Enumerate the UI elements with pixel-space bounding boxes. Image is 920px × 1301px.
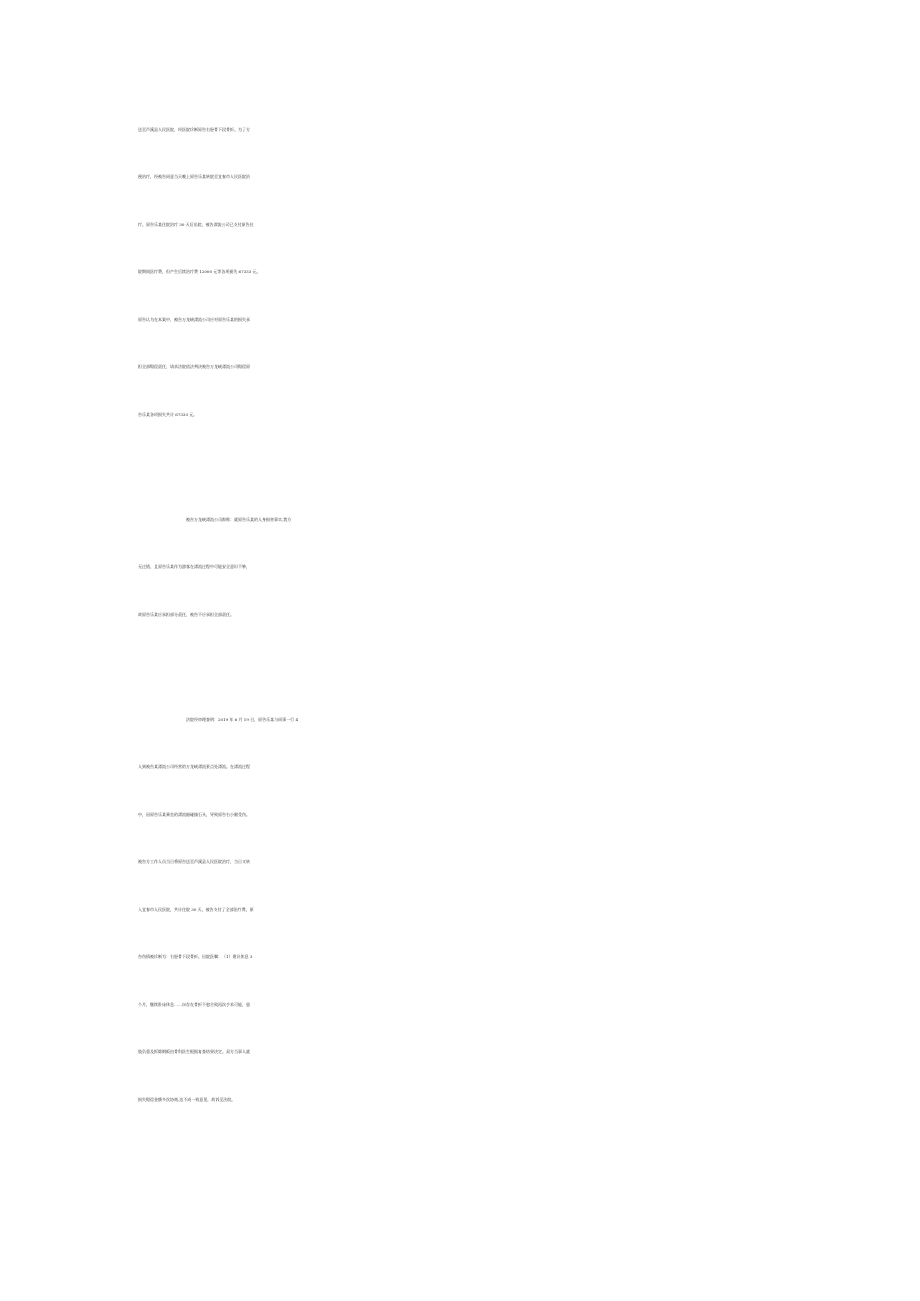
text-line: 告伤情被诊断为：右胫骨下段骨折。出院医嘱：（1）建议休息 3	[138, 954, 253, 959]
text-line: 法院经审理查明：2019 年 6 月 19 日，原告乐某与同事一行 4	[186, 717, 298, 722]
text-line: 告乐某各项损失共计 67333 元。	[138, 412, 198, 417]
text-line: 故原告乐某应承担部分责任，被告不应承担全部责任。	[138, 612, 234, 617]
text-line: 个月，继续卧床休息……⑸存在骨折不愈合致再次手术可能，患	[138, 1002, 250, 1007]
text-line: 中，因原告乐某乘坐的漂流船碰撞石头，导致原告右小腿受伤。	[138, 812, 250, 817]
text-line: 人到被告某漂流公司经营的万龙峡漂流景点处漂流。在漂流过程	[138, 764, 250, 769]
text-line: 损失赔偿金额多次协商,达不成一致意见，故诉至法院。	[138, 1097, 236, 1102]
text-line: 被告万龙峡漂流公司辩称：就原告乐某的人身损害事实,我方	[186, 517, 292, 522]
text-line: 无过错，且原告乐某作为游客在漂流过程中可能安全意识不够，	[138, 564, 250, 569]
text-line: 院期间医疗费，但产生后续治疗费 12000 元等各项损失 67333 元。	[138, 269, 261, 274]
text-line: 肢负重及拆除钢板由骨科医生根据复查结果决定。双方当事人就	[138, 1049, 250, 1054]
text-line: 原告认为在本案中，被告万龙峡漂流公司应对原告乐某的损失承	[138, 317, 250, 322]
text-line: 便治疗，经被告同意当天晚上原告乐某转院至宜春市人民医院治	[138, 174, 250, 179]
text-line: 入宜春市人民医院，共计住院 30 天，被告支付了全部治疗费。原	[138, 907, 254, 912]
text-line: 疗。原告乐某住院治疗 30 天后出院，被告漂流公司已支付原告住	[138, 222, 254, 227]
text-line: 送至芦溪县人民医院，经医院诊断原告右胫骨下段骨折。为了方	[138, 127, 250, 132]
text-line: 被告方工作人员当日将原告送至芦溪县人民医院治疗，当日又转	[138, 859, 250, 864]
text-line: 担全部赔偿责任，请求法院依法判决被告万龙峡漂流公司赔偿原	[138, 364, 250, 369]
